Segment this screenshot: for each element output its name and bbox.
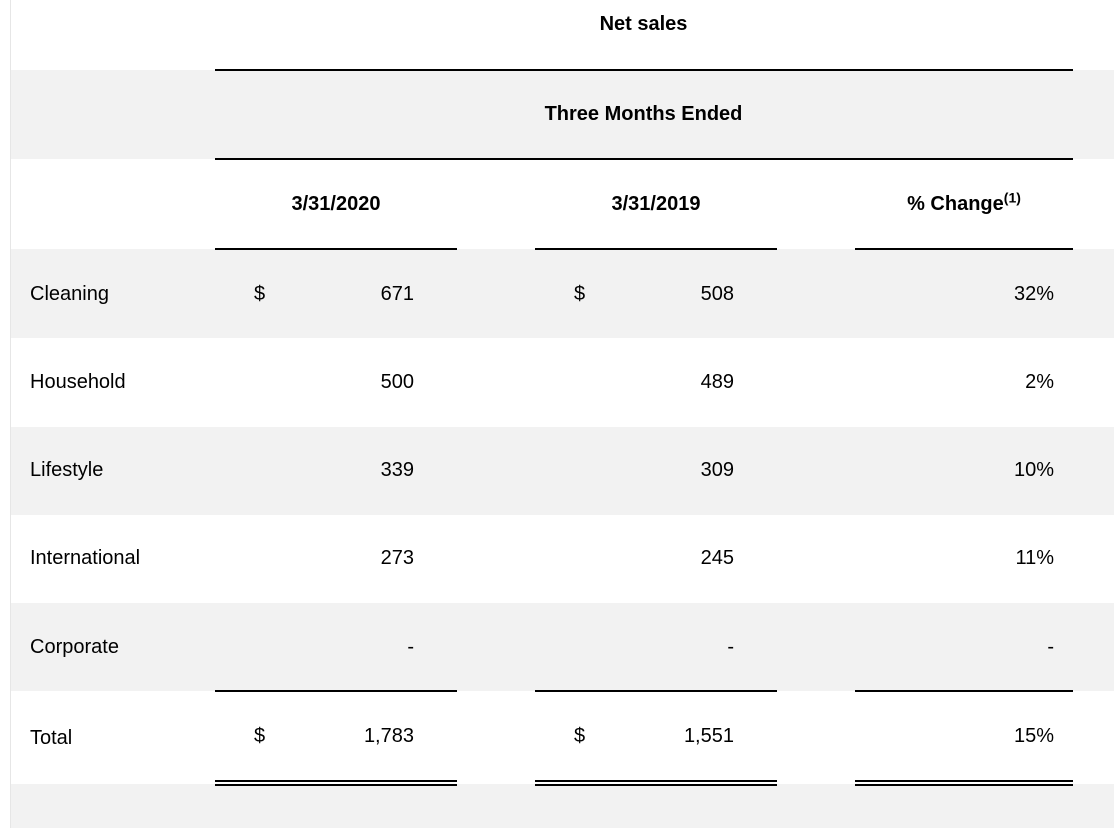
currency-symbol: $: [254, 725, 266, 747]
currency-symbol: $: [574, 283, 586, 305]
value-change: 10%: [1013, 459, 1054, 481]
value-2019: 489: [700, 371, 734, 393]
total-double-rule-2020: [215, 780, 457, 782]
value-2020: 273: [380, 547, 414, 569]
row-band-footer: [11, 784, 1114, 828]
total-double-rule-change: [855, 784, 1073, 786]
subtotal-rule-change: [855, 690, 1073, 692]
subtotal-rule-2019: [535, 690, 777, 692]
row-label-household: Household: [30, 371, 126, 393]
value-change: 11%: [1015, 547, 1054, 569]
total-double-rule-2020: [215, 784, 457, 786]
value-2020: -: [407, 636, 414, 658]
footnote-marker: (1): [1003, 189, 1021, 206]
value-2019: -: [727, 636, 734, 658]
total-double-rule-2019: [535, 784, 777, 786]
period-header: Three Months Ended: [544, 103, 743, 125]
column-header-change-label: % Change: [907, 193, 1004, 215]
row-label-total: Total: [30, 727, 73, 749]
value-change: -: [1047, 636, 1054, 658]
row-label-cleaning: Cleaning: [30, 283, 109, 305]
title-rule: [215, 69, 1073, 71]
column-rule-2020: [215, 248, 457, 250]
value-2020: 339: [380, 459, 414, 481]
column-header-2020: 3/31/2020: [291, 193, 381, 215]
total-2019: 1,551: [683, 725, 734, 747]
subtotal-rule-2020: [215, 690, 457, 692]
value-2019: 245: [700, 547, 734, 569]
currency-symbol: $: [254, 283, 266, 305]
period-rule: [215, 158, 1073, 160]
column-rule-change: [855, 248, 1073, 250]
total-double-rule-change: [855, 780, 1073, 782]
value-change: 2%: [1025, 371, 1054, 393]
currency-symbol: $: [574, 725, 586, 747]
table-title: Net sales: [599, 13, 688, 35]
value-2019: 309: [700, 459, 734, 481]
row-label-corporate: Corporate: [30, 636, 119, 658]
column-header-change: [855, 189, 1073, 216]
left-margin: [0, 0, 11, 828]
row-label-international: International: [30, 547, 141, 569]
total-2020: 1,783: [363, 725, 414, 747]
total-double-rule-2019: [535, 780, 777, 782]
row-label-lifestyle: Lifestyle: [30, 459, 104, 481]
value-2019: 508: [700, 283, 734, 305]
column-rule-2019: [535, 248, 777, 250]
total-change: 15%: [1013, 725, 1054, 747]
value-2020: 671: [380, 283, 414, 305]
value-change: 32%: [1013, 283, 1054, 305]
column-header-2019: 3/31/2019: [611, 193, 701, 215]
value-2020: 500: [380, 371, 414, 393]
